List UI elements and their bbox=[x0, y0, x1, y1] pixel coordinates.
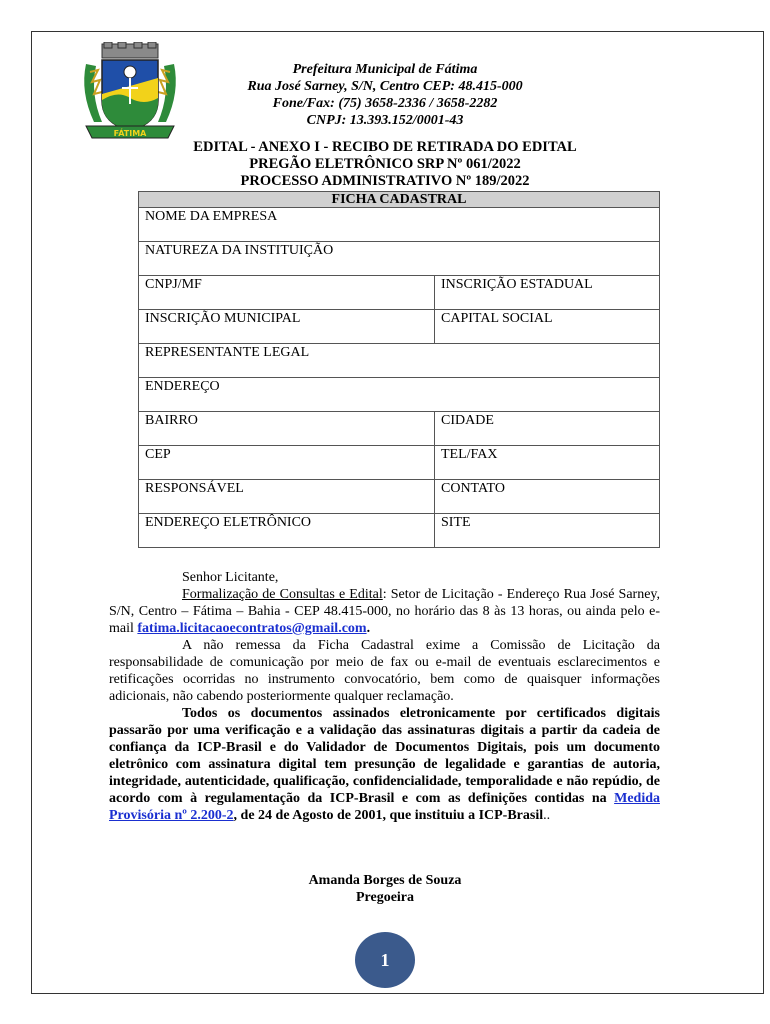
header-address: Rua José Sarney, S/N, Centro CEP: 48.415-000 bbox=[247, 79, 523, 94]
crest-label: FÁTIMA bbox=[113, 129, 147, 138]
field-bairro[interactable]: BAIRRO bbox=[139, 412, 435, 446]
field-site[interactable]: SITE bbox=[435, 514, 660, 548]
email-link[interactable]: fatima.licitacaoecontratos@gmail.com bbox=[137, 621, 367, 636]
header-org: Prefeitura Municipal de Fátima bbox=[292, 62, 478, 77]
signature-role: Pregoeira bbox=[355, 890, 415, 905]
field-cnpj[interactable]: CNPJ/MF bbox=[139, 276, 435, 310]
field-nome-empresa[interactable]: NOME DA EMPRESA bbox=[139, 208, 660, 242]
medida-provisoria-link[interactable]: Medida Provisória nº 2.200-2 bbox=[109, 791, 660, 823]
field-endereco-eletronico[interactable]: ENDEREÇO ELETRÔNICO bbox=[139, 514, 435, 548]
field-inscricao-municipal[interactable]: INSCRIÇÃO MUNICIPAL bbox=[139, 310, 435, 344]
greeting: Senhor Licitante, bbox=[182, 570, 279, 585]
field-natureza[interactable]: NATUREZA DA INSTITUIÇÃO bbox=[139, 242, 660, 276]
paragraph-assinaturas bbox=[109, 705, 660, 824]
title-line-1: EDITAL - ANEXO I - RECIBO DE RETIRADA DO EDITAL bbox=[193, 139, 577, 155]
field-cep[interactable]: CEP bbox=[139, 446, 435, 480]
paragraph-remessa: A não remessa da Ficha Cadastral exime a Comissão de Licitação da responsabilidade de comunicação por meio de fax ou e-mail de eventuais esclarecimentos e retificações ocorridas no instrumento convocatório, bem como de quaisquer informações adicionais, não cabendo posteriormente qualquer reclamação. bbox=[109, 638, 660, 704]
header-phone: Fone/Fax: (75) 3658-2336 / 3658-2282 bbox=[272, 96, 498, 111]
consultas-end: . bbox=[366, 621, 371, 636]
page-number-badge: 1 bbox=[355, 932, 415, 988]
field-tel-fax[interactable]: TEL/FAX bbox=[435, 446, 660, 480]
field-responsavel[interactable]: RESPONSÁVEL bbox=[139, 480, 435, 514]
ficha-cadastral-table bbox=[138, 191, 660, 548]
title-line-2: PREGÃO ELETRÔNICO SRP Nº 061/2022 bbox=[249, 156, 521, 172]
field-contato[interactable]: CONTATO bbox=[435, 480, 660, 514]
field-capital-social[interactable]: CAPITAL SOCIAL bbox=[435, 310, 660, 344]
header-cnpj: CNPJ: 13.393.152/0001-43 bbox=[306, 113, 464, 128]
title-line-3: PROCESSO ADMINISTRATIVO Nº 189/2022 bbox=[240, 173, 530, 189]
field-representante-legal[interactable]: REPRESENTANTE LEGAL bbox=[139, 344, 660, 378]
consultas-label: Formalização de Consultas e Edital bbox=[182, 587, 383, 602]
field-inscricao-estadual[interactable]: INSCRIÇÃO ESTADUAL bbox=[435, 276, 660, 310]
coat-of-arms-logo bbox=[78, 42, 182, 142]
field-endereco[interactable]: ENDEREÇO bbox=[139, 378, 660, 412]
signature-name: Amanda Borges de Souza bbox=[308, 873, 462, 888]
field-cidade[interactable]: CIDADE bbox=[435, 412, 660, 446]
assinaturas-text: Todos os documentos assinados eletronicamente por certificados digitais passarão por uma verificação e a validação das assinaturas digitais a partir da cadeia de confiança da ICP-Brasil e do Validador de Documentos Digitais, pois um documento eletrônico com assinatura digital tem presunção de legalidade e garantias de autoria, integridade, autenticidade, qualificação, confidencialidade, temporalidade e não repúdio, de acordo com à regulamentação da ICP-Brasil e com as definições contidas na bbox=[109, 706, 660, 806]
assinaturas-end: , de 24 de Agosto de 2001, que instituiu a ICP-Brasil bbox=[233, 808, 544, 823]
paragraph-consultas bbox=[109, 586, 660, 637]
consultas-text: : Setor de Licitação - Endereço Rua José Sarney, S/N, Centro – Fátima – Bahia - CEP 48.415-000, no horário das 8 às 13 horas, ou ainda pelo e-mail bbox=[109, 587, 660, 636]
assinaturas-tail: .. bbox=[543, 808, 551, 823]
ficha-heading: FICHA CADASTRAL bbox=[139, 192, 660, 208]
